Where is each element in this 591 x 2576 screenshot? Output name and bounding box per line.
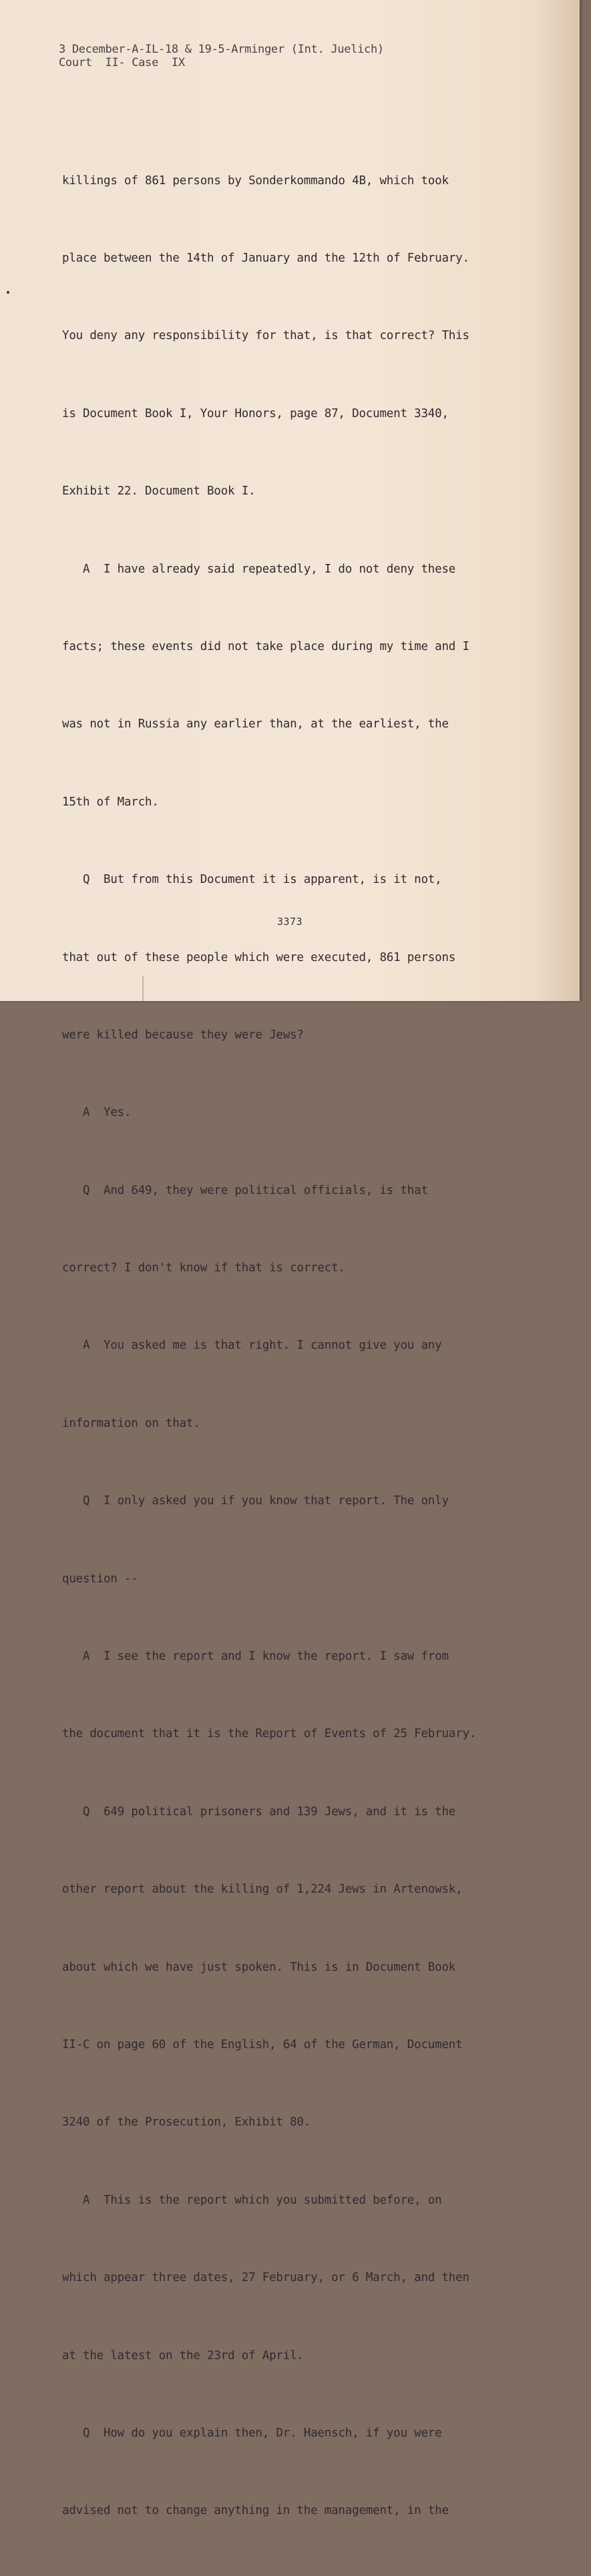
text-line: A I have already said repeatedly, I do not deny these <box>62 562 456 576</box>
text-line: 15th of March. <box>62 795 159 809</box>
text-line: other report about the killing of 1,224 Jews in Artenowsk, <box>62 1883 463 1897</box>
text-line: place between the 14th of January and the 12th of February. <box>62 251 469 265</box>
text-line: II-C on page 60 of the English, 64 of the German, Document <box>62 2037 463 2051</box>
text-line: You deny any responsibility for that, is that correct? This <box>62 329 469 343</box>
text-line: that out of these people which were executed, 861 persons <box>62 950 456 964</box>
text-line: correct? I don't know if that is correct. <box>62 1261 345 1275</box>
text-line: facts; these events did not take place during my time and I <box>62 639 469 653</box>
text-line: at the latest on the 23rd of April. <box>62 2348 304 2362</box>
text-line: the document that it is the Report of Events of 25 February. <box>62 1727 477 1741</box>
transcript-body <box>62 116 543 2576</box>
text-line: was not in Russia any earlier than, at the earliest, the <box>62 717 449 731</box>
text-line: about which we have just spoken. This is in Document Book <box>62 1960 456 1974</box>
text-line: A This is the report which you submitted before, on <box>62 2193 442 2207</box>
text-line: which appear three dates, 27 February, or 6 March, and then <box>62 2271 469 2285</box>
text-line: A You asked me is that right. I cannot give you any <box>62 1339 442 1353</box>
paper-crease <box>142 976 144 1001</box>
text-line: killings of 861 persons by Sonderkommando 4B, which took <box>62 174 449 188</box>
text-line: 3240 of the Prosecution, Exhibit 80. <box>62 2116 311 2130</box>
header-line-1: 3 December-A-IL-18 & 19-5-Arminger (Int. Juelich) <box>59 43 384 56</box>
text-line: question -- <box>62 1572 138 1586</box>
text-line: Q I only asked you if you know that report. The only <box>62 1494 449 1508</box>
document-header <box>59 43 384 69</box>
text-line: A Yes. <box>62 1106 132 1120</box>
text-line: information on that. <box>62 1416 200 1430</box>
page-number: 3373 <box>276 916 303 928</box>
text-line: A I see the report and I know the report. I saw from <box>62 1650 449 1664</box>
text-line: advised not to change anything in the management, in the <box>62 2504 449 2518</box>
text-line: Q But from this Document it is apparent, is it not, <box>62 873 442 887</box>
text-line: were killed because they were Jews? <box>62 1028 304 1042</box>
text-line: Q 649 political prisoners and 139 Jews, and it is the <box>62 1805 456 1819</box>
text-line: Exhibit 22. Document Book I. <box>62 485 256 499</box>
text-line: Q And 649, they were political officials, is that <box>62 1183 428 1197</box>
margin-ink-dot <box>7 291 9 294</box>
header-line-2: Court II- Case IX <box>59 56 185 69</box>
text-line: Q How do you explain then, Dr. Haensch, if you were <box>62 2426 442 2440</box>
text-line: is Document Book I, Your Honors, page 87, Document 3340, <box>62 406 449 420</box>
